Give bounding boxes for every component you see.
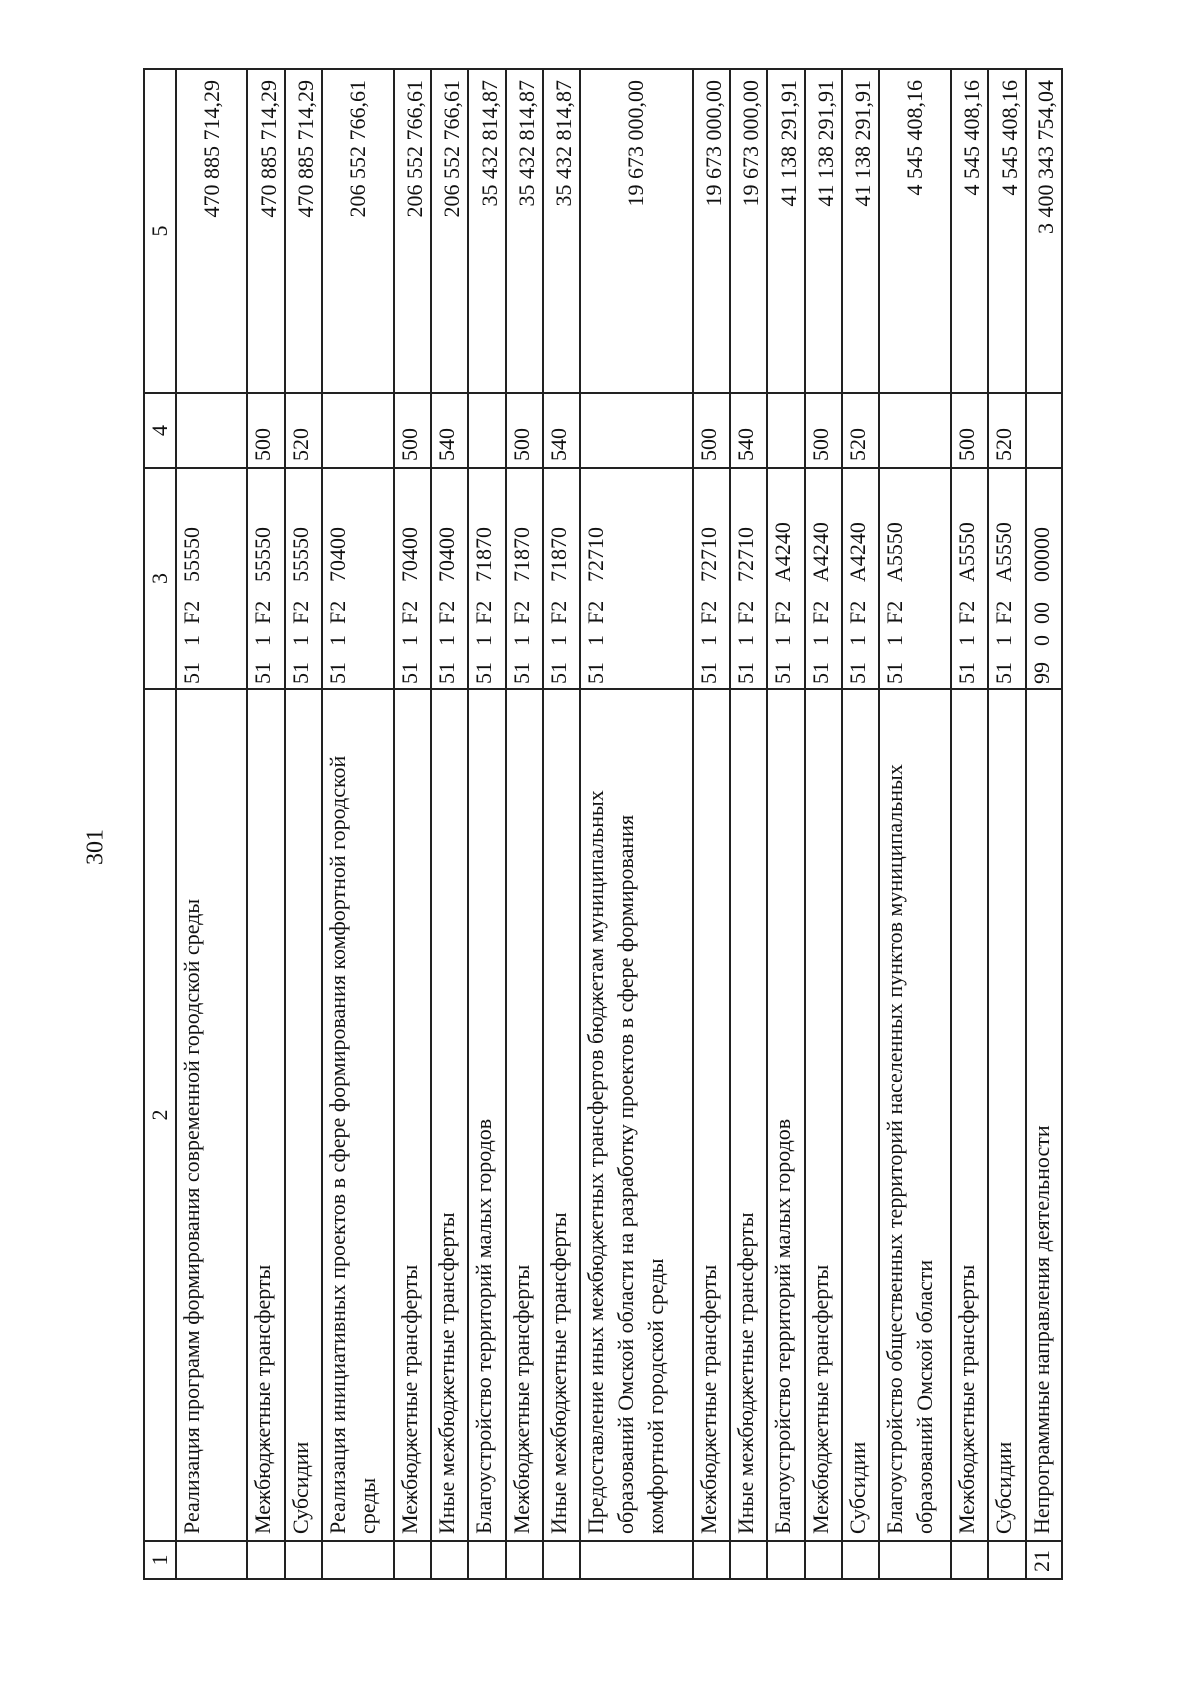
budget-table-container bbox=[143, 70, 1063, 1580]
expense-type-code bbox=[1026, 393, 1062, 468]
table-row bbox=[506, 69, 543, 1579]
expense-type-code bbox=[176, 393, 247, 468]
code-part: 51 bbox=[807, 662, 833, 684]
code-part: 1 bbox=[953, 635, 979, 646]
code-part: F2 bbox=[546, 600, 571, 624]
code-part: F2 bbox=[396, 600, 422, 624]
target-article-code bbox=[1026, 468, 1062, 689]
target-article-code bbox=[468, 468, 505, 689]
code-part: 70400 bbox=[325, 527, 351, 582]
expense-type-code: 520 bbox=[988, 393, 1025, 468]
expense-type-code bbox=[580, 393, 692, 468]
row-number bbox=[805, 1541, 842, 1579]
code-part: F2 bbox=[770, 600, 796, 624]
expense-name: Реализация программ формирования современной городской среды bbox=[176, 689, 247, 1541]
target-article-code bbox=[693, 468, 730, 689]
page-number: 301 bbox=[82, 829, 109, 865]
code-part: F2 bbox=[325, 600, 351, 624]
code-part: 51 bbox=[471, 662, 497, 684]
code-part: 72710 bbox=[732, 527, 758, 582]
code-part: F2 bbox=[508, 600, 534, 624]
amount: 206 552 766,61 bbox=[431, 69, 468, 393]
expense-type-code bbox=[767, 393, 804, 468]
amount: 19 673 000,00 bbox=[730, 69, 767, 393]
code-part: 1 bbox=[250, 635, 276, 646]
row-number bbox=[730, 1541, 767, 1579]
amount: 41 138 291,91 bbox=[805, 69, 842, 393]
target-article-code bbox=[543, 468, 580, 689]
row-number bbox=[693, 1541, 730, 1579]
code-part: F2 bbox=[250, 600, 276, 624]
code-part: 51 bbox=[287, 662, 313, 684]
table-row bbox=[285, 69, 322, 1579]
code-part: F2 bbox=[287, 600, 313, 624]
code-part: 51 bbox=[991, 662, 1017, 684]
expense-name: Субсидии bbox=[842, 689, 879, 1541]
target-article-code bbox=[506, 468, 543, 689]
expense-type-code bbox=[322, 393, 393, 468]
expense-name: Иные межбюджетные трансферты bbox=[730, 689, 767, 1541]
code-part: F2 bbox=[179, 600, 204, 624]
code-part: 1 bbox=[325, 635, 351, 646]
expense-name: Благоустройство общественных территорий населенных пунктов муниципальных образований Омской области bbox=[879, 689, 950, 1541]
table-row bbox=[431, 69, 468, 1579]
target-article-code bbox=[842, 468, 879, 689]
amount: 206 552 766,61 bbox=[394, 69, 431, 393]
amount: 3 400 343 754,04 bbox=[1026, 69, 1062, 393]
expense-type-code: 500 bbox=[805, 393, 842, 468]
table-row bbox=[951, 69, 988, 1579]
code-part: 51 bbox=[508, 662, 534, 684]
row-number bbox=[506, 1541, 543, 1579]
amount: 35 432 814,87 bbox=[506, 69, 543, 393]
expense-type-code bbox=[879, 393, 950, 468]
row-number bbox=[247, 1541, 284, 1579]
code-part: F2 bbox=[471, 600, 497, 624]
row-number bbox=[322, 1541, 393, 1579]
row-number bbox=[879, 1541, 950, 1579]
code-part: 72710 bbox=[583, 527, 609, 582]
code-part: F2 bbox=[732, 600, 758, 624]
table-row bbox=[693, 69, 730, 1579]
code-part: 51 bbox=[325, 662, 351, 684]
column-header-4: 4 bbox=[144, 393, 176, 468]
code-part: 51 bbox=[546, 662, 571, 684]
code-part: 51 bbox=[770, 662, 796, 684]
expense-name: Иные межбюджетные трансферты bbox=[543, 689, 580, 1541]
expense-name: Межбюджетные трансферты bbox=[693, 689, 730, 1541]
amount: 35 432 814,87 bbox=[468, 69, 505, 393]
target-article-code bbox=[767, 468, 804, 689]
expense-type-code: 540 bbox=[730, 393, 767, 468]
code-part: 51 bbox=[179, 662, 204, 684]
target-article-code bbox=[988, 468, 1025, 689]
table-row bbox=[322, 69, 393, 1579]
table-row bbox=[879, 69, 950, 1579]
expense-name: Межбюджетные трансферты bbox=[506, 689, 543, 1541]
code-part: 51 bbox=[845, 662, 871, 684]
expense-type-code: 500 bbox=[247, 393, 284, 468]
target-article-code bbox=[580, 468, 692, 689]
code-part: 00000 bbox=[1028, 527, 1054, 582]
target-article-code bbox=[730, 468, 767, 689]
expense-name: Реализация инициативных проектов в сфере формирования комфортной городской среды bbox=[322, 689, 393, 1541]
target-article-code bbox=[285, 468, 322, 689]
code-part: 55550 bbox=[179, 527, 204, 582]
code-part: 55550 bbox=[287, 527, 313, 582]
expense-name: Межбюджетные трансферты bbox=[805, 689, 842, 1541]
expense-name: Иные межбюджетные трансферты bbox=[431, 689, 468, 1541]
code-part: F2 bbox=[845, 600, 871, 624]
column-header-1: 1 bbox=[144, 1541, 176, 1579]
amount: 470 885 714,29 bbox=[247, 69, 284, 393]
expense-type-code bbox=[468, 393, 505, 468]
code-part: 51 bbox=[250, 662, 276, 684]
column-header-3: 3 bbox=[144, 468, 176, 689]
row-number bbox=[468, 1541, 505, 1579]
row-number bbox=[176, 1541, 247, 1579]
expense-type-code: 520 bbox=[285, 393, 322, 468]
expense-name: Благоустройство территорий малых городов bbox=[468, 689, 505, 1541]
code-part: F2 bbox=[433, 600, 459, 624]
amount: 19 673 000,00 bbox=[693, 69, 730, 393]
code-part: 1 bbox=[583, 635, 609, 646]
table-row bbox=[176, 69, 247, 1579]
expense-name: Предоставление иных межбюджетных трансфертов бюджетам муниципальных образований Омской области на разработку проектов в сфере формирования комфортной городской среды bbox=[580, 689, 692, 1541]
code-part: 1 bbox=[546, 635, 571, 646]
code-part: 72710 bbox=[695, 527, 721, 582]
expense-name: Благоустройство территорий малых городов bbox=[767, 689, 804, 1541]
expense-type-code: 500 bbox=[506, 393, 543, 468]
code-part: 1 bbox=[471, 635, 497, 646]
target-article-code bbox=[322, 468, 393, 689]
expense-name: Субсидии bbox=[988, 689, 1025, 1541]
code-part: 99 bbox=[1028, 662, 1054, 684]
row-number bbox=[767, 1541, 804, 1579]
code-part: 51 bbox=[396, 662, 422, 684]
row-number bbox=[842, 1541, 879, 1579]
table-row bbox=[543, 69, 580, 1579]
expense-name: Межбюджетные трансферты bbox=[951, 689, 988, 1541]
row-number bbox=[580, 1541, 692, 1579]
amount: 470 885 714,29 bbox=[176, 69, 247, 393]
row-number bbox=[543, 1541, 580, 1579]
code-part: 51 bbox=[695, 662, 721, 684]
table-row bbox=[730, 69, 767, 1579]
table-row bbox=[394, 69, 431, 1579]
code-part: 51 bbox=[882, 662, 908, 684]
target-article-code bbox=[805, 468, 842, 689]
expense-name: Субсидии bbox=[285, 689, 322, 1541]
column-header-2: 2 bbox=[144, 689, 176, 1541]
code-part: A5550 bbox=[991, 522, 1017, 582]
table-row bbox=[842, 69, 879, 1579]
code-part: 1 bbox=[433, 635, 459, 646]
row-number bbox=[285, 1541, 322, 1579]
code-part: 51 bbox=[732, 662, 758, 684]
header-row bbox=[144, 69, 176, 1579]
code-part: 1 bbox=[287, 635, 313, 646]
code-part: A5550 bbox=[882, 522, 908, 582]
code-part: 1 bbox=[807, 635, 833, 646]
code-part: 70400 bbox=[433, 527, 459, 582]
expense-type-code: 540 bbox=[543, 393, 580, 468]
table-row bbox=[1026, 69, 1062, 1579]
expense-type-code: 500 bbox=[693, 393, 730, 468]
table-row bbox=[805, 69, 842, 1579]
row-number bbox=[431, 1541, 468, 1579]
code-part: A4240 bbox=[770, 522, 796, 582]
code-part: F2 bbox=[807, 600, 833, 624]
code-part: A4240 bbox=[807, 522, 833, 582]
code-part: F2 bbox=[953, 600, 979, 624]
code-part: 1 bbox=[882, 635, 908, 646]
code-part: 1 bbox=[508, 635, 534, 646]
code-part: 51 bbox=[583, 662, 609, 684]
code-part: F2 bbox=[882, 600, 908, 624]
code-part: A4240 bbox=[845, 522, 871, 582]
amount: 4 545 408,16 bbox=[879, 69, 950, 393]
row-number: 21 bbox=[1026, 1541, 1062, 1579]
amount: 41 138 291,91 bbox=[767, 69, 804, 393]
target-article-code bbox=[247, 468, 284, 689]
code-part: A5550 bbox=[953, 522, 979, 582]
amount: 470 885 714,29 bbox=[285, 69, 322, 393]
table-row bbox=[767, 69, 804, 1579]
table-body bbox=[176, 69, 1062, 1579]
code-part: 0 bbox=[1028, 635, 1054, 646]
amount: 35 432 814,87 bbox=[543, 69, 580, 393]
amount: 19 673 000,00 bbox=[580, 69, 692, 393]
code-part: 1 bbox=[845, 635, 871, 646]
code-part: 71870 bbox=[508, 527, 534, 582]
code-part: F2 bbox=[583, 600, 609, 624]
code-part: 51 bbox=[953, 662, 979, 684]
budget-table bbox=[143, 68, 1063, 1580]
code-part: F2 bbox=[695, 600, 721, 624]
code-part: 1 bbox=[695, 635, 721, 646]
amount: 41 138 291,91 bbox=[842, 69, 879, 393]
code-part: 55550 bbox=[250, 527, 276, 582]
amount: 206 552 766,61 bbox=[322, 69, 393, 393]
expense-name: Межбюджетные трансферты bbox=[247, 689, 284, 1541]
row-number bbox=[988, 1541, 1025, 1579]
code-part: 1 bbox=[770, 635, 796, 646]
code-part: 1 bbox=[732, 635, 758, 646]
target-article-code bbox=[879, 468, 950, 689]
expense-type-code: 540 bbox=[431, 393, 468, 468]
target-article-code bbox=[431, 468, 468, 689]
target-article-code bbox=[394, 468, 431, 689]
expense-type-code: 520 bbox=[842, 393, 879, 468]
code-part: 71870 bbox=[471, 527, 497, 582]
amount: 4 545 408,16 bbox=[988, 69, 1025, 393]
table-row bbox=[988, 69, 1025, 1579]
table-row bbox=[468, 69, 505, 1579]
column-header-5: 5 bbox=[144, 69, 176, 393]
table-row bbox=[247, 69, 284, 1579]
expense-name: Межбюджетные трансферты bbox=[394, 689, 431, 1541]
table-row bbox=[580, 69, 692, 1579]
code-part: F2 bbox=[991, 600, 1017, 624]
expense-name: Непрограммные направления деятельности bbox=[1026, 689, 1062, 1541]
expense-type-code: 500 bbox=[951, 393, 988, 468]
code-part: 51 bbox=[433, 662, 459, 684]
row-number bbox=[394, 1541, 431, 1579]
code-part: 1 bbox=[179, 635, 204, 646]
expense-type-code: 500 bbox=[394, 393, 431, 468]
amount: 4 545 408,16 bbox=[951, 69, 988, 393]
target-article-code bbox=[176, 468, 247, 689]
row-number bbox=[951, 1541, 988, 1579]
code-part: 00 bbox=[1028, 602, 1054, 624]
target-article-code bbox=[951, 468, 988, 689]
code-part: 71870 bbox=[546, 527, 571, 582]
code-part: 1 bbox=[396, 635, 422, 646]
code-part: 1 bbox=[991, 635, 1017, 646]
code-part: 70400 bbox=[396, 527, 422, 582]
